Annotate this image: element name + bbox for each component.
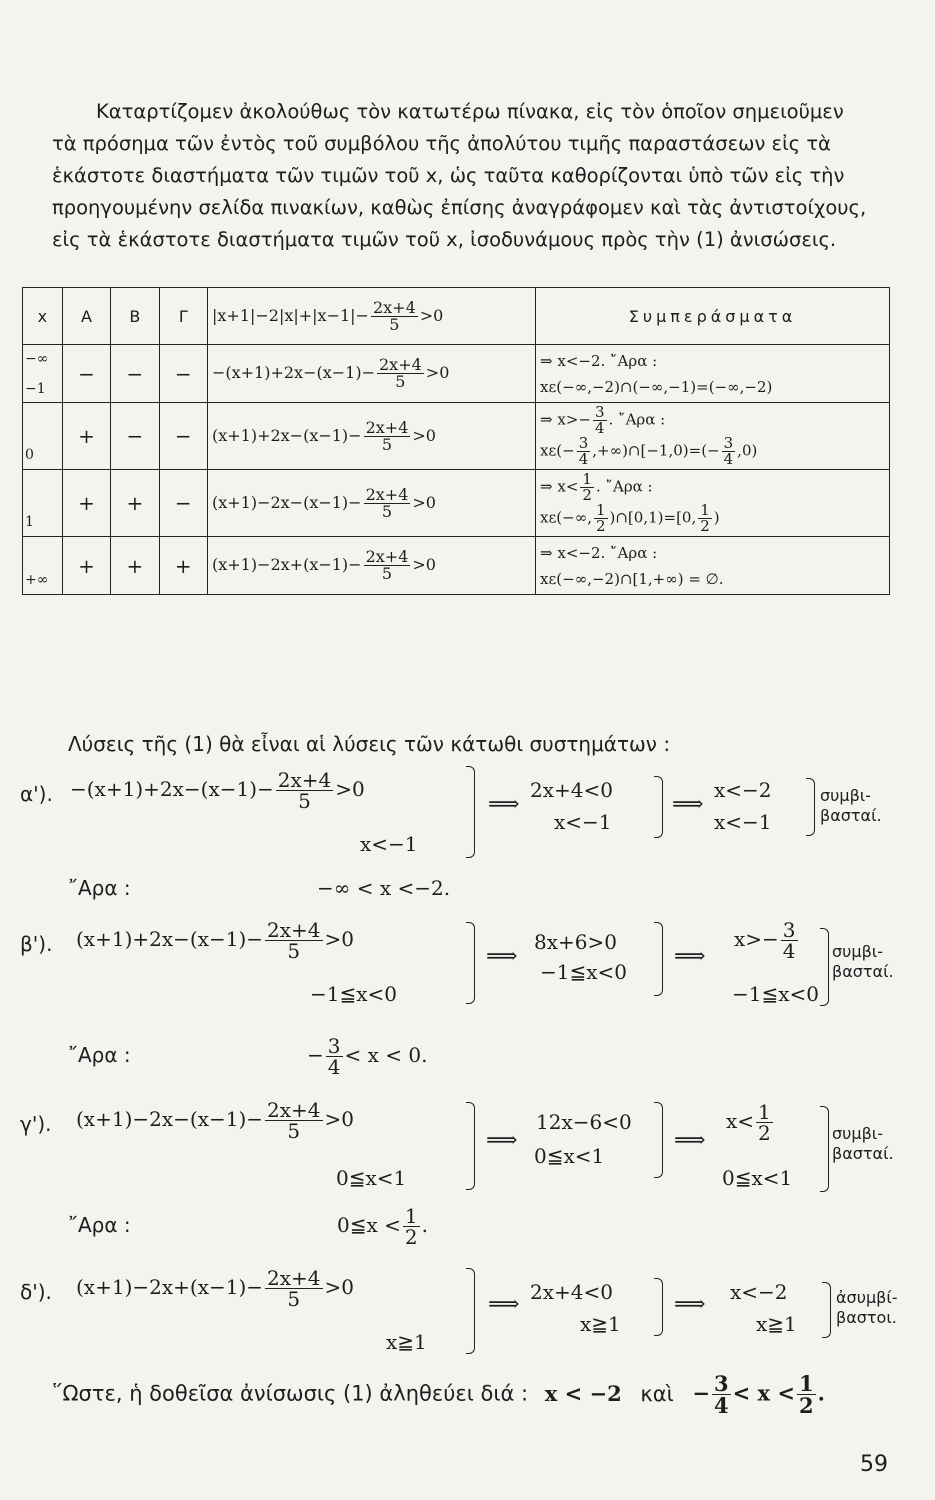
case-condition: x<−1 (360, 832, 418, 856)
brace (466, 766, 475, 858)
implies-arrow: ⟹ (488, 1292, 520, 1317)
brace (654, 1278, 663, 1336)
intro-line: Καταρτίζομεν ἀκολούθως τὸν κατωτέρω πίνακα, εἰς τὸν ὁποῖον σημειοῦμεν (96, 100, 844, 123)
case-result2: x<−1 (714, 810, 772, 834)
header-a: A (62, 288, 110, 345)
brace (466, 1268, 475, 1354)
case-inequality: −(x+1)+2x−(x−1)− $\frac{2x+4}{5}$ >0 (70, 768, 365, 813)
case-result1: x<−2 (714, 778, 772, 802)
brace (822, 1282, 831, 1338)
case-answer: ῎Αρα : 0≦x < $\frac{1}{2}$ . (68, 1204, 428, 1249)
row-conclusion: ⇒ x<−2. ῎Αρα : xε(−∞,−2)∩(−∞,−1)=(−∞,−2) (536, 345, 890, 403)
sign-g: − (159, 345, 207, 403)
case-step1: 2x+4<0 (530, 778, 613, 802)
row-expression: (x+1)−2x−(x−1)− $\frac{2x+4}{5}$ >0 (207, 470, 535, 537)
case-inequality: (x+1)+2x−(x−1)− $\frac{2x+4}{5}$ >0 (76, 918, 354, 963)
sign-g: − (159, 403, 207, 470)
brace (820, 1106, 829, 1192)
x-interval: 1 (23, 470, 63, 537)
intro-line: ἑκάστοτε διαστήματα τῶν τιμῶν τοῦ x, ὡς ταῦτα καθορίζονται ὑπὸ τῶν εἰς τὴν (52, 164, 845, 187)
row-conclusion: ⇒ x>− $\frac{3}{4}$ . ῎Αρα : xε(− $\frac{3}{4}$ ,+∞)∩[−1,0)=(− $\frac{3}{4}$ ,0) (536, 403, 890, 470)
case-condition: x≧1 (386, 1330, 427, 1354)
case-beta (20, 918, 920, 1028)
case-result2: 0≦x<1 (722, 1166, 793, 1190)
sign-a: + (62, 470, 110, 537)
case-inequality: (x+1)−2x−(x−1)− $\frac{2x+4}{5}$ >0 (76, 1098, 354, 1143)
brace (466, 922, 475, 1004)
header-expression (207, 288, 535, 345)
case-answer: ῎Αρα : −∞ < x <−2. (68, 876, 451, 900)
implies-arrow: ⟹ (674, 1292, 706, 1317)
implies-arrow: ⟹ (674, 944, 706, 969)
table-row (23, 470, 890, 537)
case-label: γ'). (20, 1112, 52, 1136)
compatibility-note: συμβι- βασταί. (832, 942, 894, 981)
case-condition: −1≦x<0 (310, 982, 398, 1006)
case-step2: x<−1 (554, 810, 612, 834)
intro-line: τὰ πρόσημα τῶν ἐντὸς τοῦ συμβόλου τῆς ἀπολύτου τιμῆς παραστάσεων εἰς τὰ (52, 132, 831, 155)
case-label: α'). (20, 782, 53, 806)
implies-arrow: ⟹ (486, 944, 518, 969)
case-gamma (20, 1098, 920, 1198)
x-interval: −∞ −1 (23, 345, 63, 403)
implies-arrow: ⟹ (674, 1128, 706, 1153)
solutions-intro: Λύσεις τῆς (1) θὰ εἶναι αἱ λύσεις τῶν κάτωθι συστημάτων : (68, 732, 671, 756)
sign-table (22, 287, 890, 595)
header-summary: Συμπεράσματα (536, 288, 890, 345)
row-expression: (x+1)−2x+(x−1)− $\frac{2x+4}{5}$ >0 (207, 537, 535, 595)
row-conclusion: ⇒ x< $\frac{1}{2}$ . ῎Αρα : xε(−∞, $\frac{1}{2}$ )∩[0,1)=[0, $\frac{1}{2}$ ) (536, 470, 890, 537)
sign-g: + (159, 537, 207, 595)
case-step1: 12x−6<0 (536, 1110, 632, 1134)
implies-arrow: ⟹ (488, 792, 520, 817)
page-number: 59 (860, 1452, 888, 1477)
intro-line: εἰς τὰ ἑκάστοτε διαστήματα τιμῶν τοῦ x, ἰσοδυνάμους πρὸς τὴν (1) ἀνισώσεις. (52, 228, 837, 251)
compatibility-note: ἀσυμβί- βαστοι. (836, 1288, 898, 1327)
header-b: B (111, 288, 159, 345)
case-step1: 2x+4<0 (530, 1280, 613, 1304)
expr-left: |x+1|−2|x|+|x−1|− (211, 305, 369, 325)
compatibility-note: συμβι- βασταί. (832, 1124, 894, 1163)
case-condition: 0≦x<1 (336, 1166, 407, 1190)
expr-right: >0 (419, 305, 444, 325)
row-expression: −(x+1)+2x−(x−1)− $\frac{2x+4}{5}$ >0 (207, 345, 535, 403)
compatibility-note: συμβι- βασταί. (820, 786, 882, 825)
intro-line: προηγουμένην σελίδα πινακίων, καθὼς ἐπίσης ἀναγράφομεν καὶ τὰς ἀντιστοίχους, (52, 196, 867, 219)
row-conclusion: ⇒ x<−2. ῎Αρα : xε(−∞,−2)∩[1,+∞) = ∅. (536, 537, 890, 595)
sign-a: + (62, 403, 110, 470)
brace (806, 778, 815, 836)
brace (654, 922, 663, 996)
sign-g: − (159, 470, 207, 537)
case-answer: ῎Αρα : − $\frac{3}{4}$ < x < 0. (68, 1034, 428, 1079)
implies-arrow: ⟹ (486, 1128, 518, 1153)
brace (466, 1102, 475, 1190)
header-x: x (23, 288, 63, 345)
sign-b: − (111, 403, 159, 470)
final-conclusion: ῞Ωστε, ἡ δοθεῖσα ἀνίσωσις (1) ἀληθεύει διά : x < −2 καὶ − $\frac{3}{4}$ < x < $\frac{1}{2}$ . (52, 1371, 825, 1418)
sign-b: + (111, 537, 159, 595)
table-row (23, 345, 890, 403)
case-result2: x≧1 (756, 1312, 797, 1336)
intro-paragraph (52, 96, 892, 256)
implies-arrow: ⟹ (672, 792, 704, 817)
case-step2: −1≦x<0 (540, 960, 628, 984)
case-step2: x≧1 (580, 1312, 621, 1336)
table-row (23, 403, 890, 470)
case-step1: 8x+6>0 (534, 930, 617, 954)
x-interval: 0 (23, 403, 63, 470)
header-g: Γ (159, 288, 207, 345)
sign-table-header (23, 288, 890, 345)
case-result1: x< $\frac{1}{2}$ (726, 1100, 771, 1145)
case-result1: x<−2 (730, 1280, 788, 1304)
brace (654, 776, 663, 838)
case-result1: x>− $\frac{3}{4}$ (734, 918, 796, 963)
x-interval: +∞ (23, 537, 63, 595)
case-step2: 0≦x<1 (534, 1144, 605, 1168)
sign-a: + (62, 537, 110, 595)
case-result2: −1≦x<0 (732, 982, 820, 1006)
case-delta (20, 1266, 920, 1366)
sign-b: − (111, 345, 159, 403)
case-label: β'). (20, 932, 53, 956)
sign-a: − (62, 345, 110, 403)
fraction: $\frac{2x+4}{5}$ (372, 297, 416, 334)
brace (820, 928, 829, 1006)
case-label: δ'). (20, 1280, 52, 1304)
sign-b: + (111, 470, 159, 537)
brace (654, 1102, 663, 1178)
case-inequality: (x+1)−2x+(x−1)− $\frac{2x+4}{5}$ >0 (76, 1266, 354, 1311)
table-row (23, 537, 890, 595)
row-expression: (x+1)+2x−(x−1)− $\frac{2x+4}{5}$ >0 (207, 403, 535, 470)
